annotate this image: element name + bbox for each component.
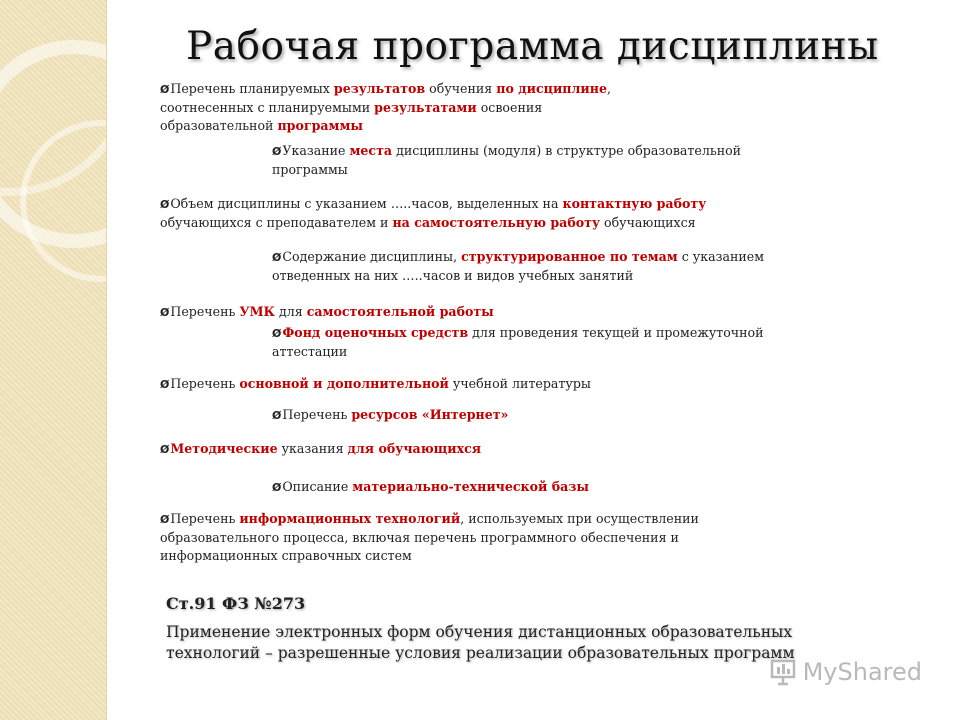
bullet-marker-icon: Ø <box>272 327 282 340</box>
text-segment: указания <box>277 441 348 456</box>
bullet-item <box>160 375 591 394</box>
highlighted-text: на самостоятельную работу <box>392 215 601 230</box>
text-segment: Перечень <box>282 407 352 422</box>
bullet-item <box>160 303 494 322</box>
highlighted-text: информационных технологий <box>239 511 461 526</box>
law-description-line: технологий – разрешенные условия реализации образовательных программ <box>166 644 795 662</box>
bullet-line <box>160 214 706 232</box>
bullet-item <box>160 195 706 232</box>
bullet-item <box>272 248 764 285</box>
bullet-item <box>160 440 481 459</box>
highlighted-text: структурированное по темам <box>461 249 678 264</box>
text-segment: Перечень планируемых <box>170 81 334 96</box>
highlighted-text: материально-технической базы <box>352 479 589 494</box>
text-segment: Перечень <box>170 304 240 319</box>
bullet-line <box>160 440 481 459</box>
text-segment: учебной литературы <box>448 376 591 391</box>
bullet-marker-icon: Ø <box>160 378 170 391</box>
text-segment: обучающихся <box>600 215 696 230</box>
text-segment: для проведения текущей и промежуточной <box>468 325 764 340</box>
highlighted-text: УМК <box>239 304 275 319</box>
bullet-item <box>160 510 699 565</box>
text-segment: , <box>606 81 611 96</box>
text-segment: обучения <box>425 81 497 96</box>
highlighted-text: контактную работу <box>562 196 707 211</box>
law-description <box>166 622 795 664</box>
highlighted-text: для обучающихся <box>347 441 482 456</box>
highlighted-text: места <box>349 143 393 158</box>
bullet-marker-icon: Ø <box>160 443 170 456</box>
bullet-line <box>160 195 706 214</box>
bullet-line <box>272 267 764 285</box>
bullet-line <box>160 510 699 529</box>
bullet-item <box>272 324 764 361</box>
bullet-line <box>160 117 611 135</box>
text-segment: освоения <box>476 100 543 115</box>
bullet-line <box>272 478 589 497</box>
bullet-marker-icon: Ø <box>160 513 170 526</box>
bullet-line <box>160 375 591 394</box>
law-description-line: Применение электронных форм обучения дистанционных образовательных <box>166 623 793 641</box>
text-segment: Объем дисциплины с указанием …..часов, выделенных на <box>170 196 563 211</box>
bullet-line <box>272 248 764 267</box>
bullet-line <box>272 161 741 179</box>
text-segment: Перечень <box>170 511 240 526</box>
highlighted-text: результатами <box>374 100 477 115</box>
text-segment: аттестации <box>272 344 348 359</box>
text-segment: дисциплины (модуля) в структуре образовательной <box>392 143 742 158</box>
highlighted-text: основной и дополнительной <box>239 376 449 391</box>
text-segment: с указанием <box>677 249 765 264</box>
bullet-line <box>272 343 764 361</box>
watermark-text: MyShared <box>802 658 922 686</box>
bullet-marker-icon: Ø <box>272 251 282 264</box>
bullet-marker-icon: Ø <box>160 306 170 319</box>
bullet-item <box>272 478 589 497</box>
text-segment: , используемых при осуществлении <box>460 511 699 526</box>
text-segment: образовательного процесса, включая перечень программного обеспечения и <box>160 530 679 545</box>
text-segment: Перечень <box>170 376 240 391</box>
highlighted-text: ресурсов «Интернет» <box>351 407 509 422</box>
bullet-line <box>160 303 494 322</box>
text-segment: для <box>274 304 307 319</box>
law-reference: Ст.91 ФЗ №273 <box>166 594 306 613</box>
bullet-item <box>272 142 741 179</box>
highlighted-text: самостоятельной работы <box>306 304 494 319</box>
highlighted-text: результатов <box>333 81 426 96</box>
bullet-line <box>160 529 699 547</box>
text-segment: программы <box>272 162 348 177</box>
highlighted-text: Фонд оценочных средств <box>282 325 469 340</box>
highlighted-text: Методические <box>170 441 278 456</box>
bullet-line <box>160 547 699 565</box>
text-segment: Указание <box>282 143 350 158</box>
bullet-marker-icon: Ø <box>272 145 282 158</box>
bullet-line <box>272 324 764 343</box>
slide-title: Рабочая программа дисциплины <box>186 24 879 69</box>
text-segment: Описание <box>282 479 353 494</box>
decorative-sidebar <box>0 0 107 720</box>
highlighted-text: программы <box>277 118 364 133</box>
text-segment: Содержание дисциплины, <box>282 249 462 264</box>
text-segment: информационных справочных систем <box>160 548 412 563</box>
bullet-marker-icon: Ø <box>272 409 282 422</box>
bullet-item <box>160 80 611 135</box>
watermark <box>769 658 922 686</box>
highlighted-text: по дисциплине <box>496 81 607 96</box>
bullet-marker-icon: Ø <box>160 83 170 96</box>
bullet-marker-icon: Ø <box>272 481 282 494</box>
bullet-line <box>272 406 508 425</box>
text-segment: соотнесенных с планируемыми <box>160 100 375 115</box>
presentation-icon <box>769 658 799 686</box>
bullet-line <box>272 142 741 161</box>
bullet-marker-icon: Ø <box>160 198 170 211</box>
text-segment: обучающихся с преподавателем и <box>160 215 393 230</box>
bullet-line <box>160 99 611 117</box>
text-segment: образовательной <box>160 118 278 133</box>
bullet-line <box>160 80 611 99</box>
text-segment: отведенных на них …..часов и видов учебных занятий <box>272 268 634 283</box>
bullet-item <box>272 406 508 425</box>
